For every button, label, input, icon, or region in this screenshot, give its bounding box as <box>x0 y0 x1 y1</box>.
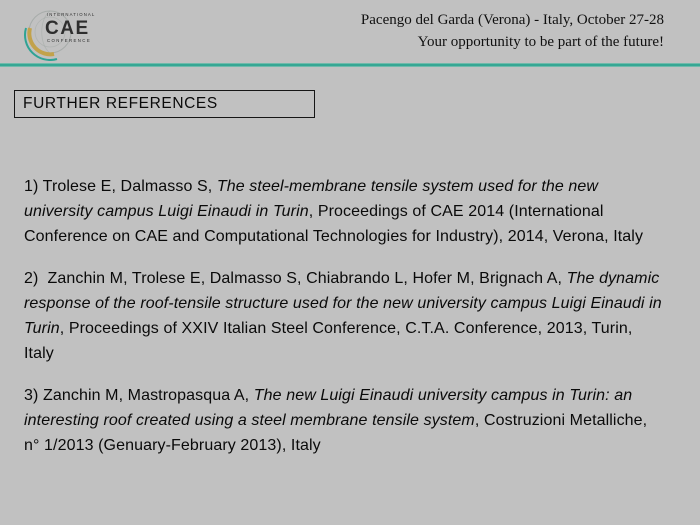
logo-bottom-text: CONFERENCE <box>47 38 92 43</box>
reference-item-1: 1) Trolese E, Dalmasso S, The steel-membrane tensile system used for the new university campus Luigi Einaudi in Turin, Proceedings of CAE 2014 (International Conference on CAE and Computational Technologies for Industry), 2014, Verona, Italy <box>24 178 644 245</box>
slide-header <box>0 0 700 63</box>
logo-main-text: CAE <box>45 18 90 39</box>
cae-conference-logo-icon <box>19 3 95 61</box>
header-text-block <box>361 9 664 53</box>
logo-top-text: INTERNATIONAL <box>47 12 95 17</box>
event-location-date: Pacengo del Garda (Verona) - Italy, October 27-28 <box>360 12 664 28</box>
reference-item-3: 3) Zanchin M, Mastropasqua A, The new Luigi Einaudi university campus in Turin: an interesting roof created using a steel membrane tensile system, Costruzioni Metalliche, n° 1/2013 (Genuary-February 2013), Italy <box>24 387 652 454</box>
reference-item-2: 2) Zanchin M, Trolese E, Dalmasso S, Chiabrando L, Hofer M, Brignach A, The dynamic response of the roof-tensile structure used for the new university campus Luigi Einaudi in Turin, Proceedings of XXIV Italian Steel Conference, C.T.A. Conference, 2013, Turin, Italy <box>24 270 667 362</box>
page-title: FURTHER REFERENCES <box>23 95 218 112</box>
event-tagline: Your opportunity to be part of the future! <box>417 34 664 50</box>
header-divider-line <box>0 63 700 67</box>
references-list <box>24 174 666 458</box>
slide-title-box <box>14 90 315 118</box>
